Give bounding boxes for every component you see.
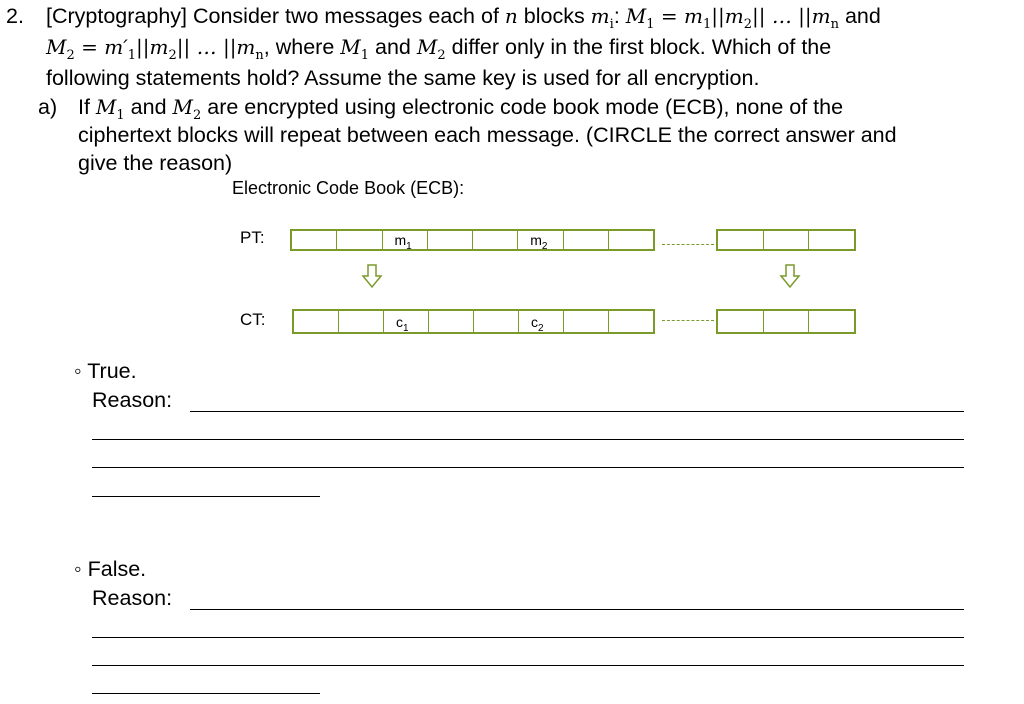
ct-block-group-end xyxy=(716,309,856,334)
pt-cell xyxy=(609,231,653,249)
answer-line[interactable] xyxy=(190,609,964,610)
ct-cell xyxy=(474,311,519,332)
pt-cell-m1: $m_1$ xyxy=(383,231,428,249)
pt-label: PT: xyxy=(240,228,265,247)
part-a-line-2: ciphertext blocks will repeat between each message. (CIRCLE the correct answer and xyxy=(78,123,897,147)
pt-cell-m2: $m_2$ xyxy=(518,231,563,249)
option-false[interactable] xyxy=(74,557,146,582)
ct-cell xyxy=(764,311,810,332)
option-true-label: True. xyxy=(87,359,137,383)
pt-block-group xyxy=(290,229,655,251)
pt-cell xyxy=(428,231,473,249)
ct-cell-c1: $c_1$ xyxy=(384,311,429,332)
option-false-label: False. xyxy=(87,557,147,581)
ct-cell xyxy=(564,311,609,332)
bullet-icon: ◦ xyxy=(74,557,82,581)
ct-label: CT: xyxy=(240,310,266,329)
question-line-3: following statements hold? Assume the same key is used for all encryption. xyxy=(46,66,760,90)
down-arrow-icon xyxy=(360,263,384,289)
part-a-line-1: If $M_1$ and $M_2$ are encrypted using electronic code book mode (ECB), none of the xyxy=(78,95,844,123)
ct-cell xyxy=(809,311,854,332)
pt-ellipsis-dash xyxy=(662,244,714,245)
diagram-title: Electronic Code Book (ECB): xyxy=(232,178,465,198)
pt-cell xyxy=(564,231,609,249)
option-true[interactable] xyxy=(74,359,137,384)
pt-cell xyxy=(718,231,764,249)
bullet-icon: ◦ xyxy=(74,359,82,383)
pt-cell xyxy=(809,231,854,249)
answer-line[interactable] xyxy=(92,467,964,468)
question-line-1: [Cryptography] Consider two messages each of n blocks $m_i$: $M_1 = m_1||m_2||$ … $||m_n$ and xyxy=(46,4,881,32)
pt-cell xyxy=(764,231,810,249)
down-arrow-icon xyxy=(778,263,802,289)
pt-cell xyxy=(337,231,382,249)
question-number: 2. xyxy=(6,4,24,28)
ct-cell xyxy=(429,311,474,332)
answer-line[interactable] xyxy=(92,496,320,497)
answer-line[interactable] xyxy=(92,693,320,694)
ct-cell xyxy=(294,311,339,332)
answer-line[interactable] xyxy=(92,665,964,666)
answer-line[interactable] xyxy=(92,439,964,440)
ct-cell xyxy=(339,311,384,332)
pt-block-group-end xyxy=(716,229,856,251)
ct-block-group xyxy=(292,309,655,334)
question-line-2: $M_2 = m'_1||m_2||$ … $||m_n$, where $M_1$ and $M_2$ differ only in the first block. Which of the xyxy=(46,35,832,63)
reason-label-true: Reason: xyxy=(92,388,173,412)
ct-cell xyxy=(609,311,653,332)
reason-label-false: Reason: xyxy=(92,586,173,610)
part-a-line-3: give the reason) xyxy=(78,151,233,175)
part-a-label: a) xyxy=(38,95,58,119)
pt-cell xyxy=(473,231,518,249)
answer-line[interactable] xyxy=(92,637,964,638)
pt-cell xyxy=(292,231,337,249)
ct-ellipsis-dash xyxy=(662,320,714,321)
answer-line[interactable] xyxy=(190,411,964,412)
ct-cell-c2: $c_2$ xyxy=(519,311,564,332)
ct-cell xyxy=(718,311,764,332)
